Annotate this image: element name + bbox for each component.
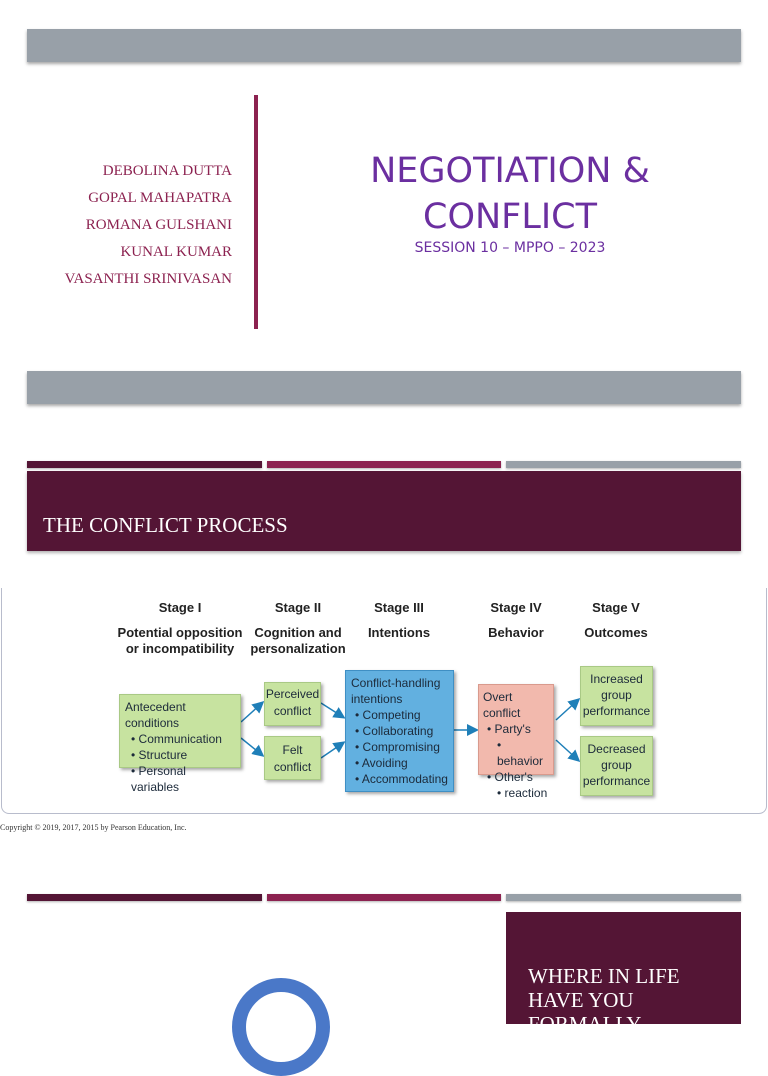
title-line-2: CONFLICT	[423, 197, 597, 237]
stage-label: Stage V	[592, 600, 640, 615]
intentions-box	[345, 670, 454, 792]
list-item: • Communication	[131, 731, 235, 747]
box-line: group	[601, 758, 632, 772]
list-item: • Collaborating	[355, 723, 448, 739]
list-item: • Competing	[355, 707, 448, 723]
section-title: THE CONFLICT PROCESS	[43, 513, 288, 537]
stripe-maroon	[27, 894, 262, 901]
session-subtitle: SESSION 10 – MPPO – 2023	[414, 240, 606, 256]
list-item-continued: • reaction	[487, 785, 549, 801]
list-item: • Other's	[487, 769, 549, 785]
box-title: Antecedent conditions	[125, 700, 186, 730]
stage-label: Stage I	[158, 600, 202, 615]
author-name: ROMANA GULSHANI	[85, 217, 232, 233]
box-line: group	[601, 688, 632, 702]
box-line: Decreased	[587, 742, 646, 756]
stage-name: Outcomes	[584, 625, 648, 640]
stage-name: or incompatibility	[125, 641, 235, 656]
box-line: conflict	[273, 704, 312, 718]
decreased-performance-box	[580, 736, 653, 796]
stage-name: personalization	[250, 641, 346, 656]
question-text	[528, 964, 680, 1036]
author-name: GOPAL MAHAPATRA	[88, 190, 232, 206]
arrow	[321, 743, 343, 758]
list-item-continued: • behavior	[487, 737, 549, 769]
box-title: Overt conflict	[483, 690, 521, 720]
copyright-notice: Copyright © 2019, 2017, 2015 by Pearson Education, Inc.	[0, 823, 187, 832]
list-item: • Structure	[131, 747, 235, 763]
list-item: • Party's	[487, 721, 549, 737]
question-line: FORMALLY	[528, 1012, 642, 1036]
question-panel	[506, 912, 741, 1036]
stage-label: Stage IV	[490, 600, 542, 615]
stage-name: Cognition and	[254, 625, 342, 640]
box-line: Felt	[282, 743, 303, 757]
arrow	[556, 740, 578, 760]
author-name: VASANTHI SRINIVASAN	[64, 271, 232, 287]
increased-performance-box	[580, 666, 653, 726]
list-item: • Avoiding	[355, 755, 448, 771]
antecedent-conditions-box	[119, 694, 241, 794]
stage-label: Stage III	[374, 600, 424, 615]
arrow	[241, 738, 262, 755]
box-line: Perceived	[265, 687, 320, 701]
question-line: WHERE IN LIFE	[528, 964, 680, 988]
circle-graphic	[232, 978, 330, 1076]
box-line: performance	[582, 774, 651, 788]
stage-label: Stage II	[274, 600, 322, 615]
author-name: DEBOLINA DUTTA	[102, 163, 232, 179]
box-line: conflict	[273, 760, 312, 774]
title-line-1: NEGOTIATION &	[370, 151, 650, 191]
felt-conflict-box	[264, 736, 321, 780]
list-item: • Personal variables	[131, 763, 235, 795]
list-item: • Compromising	[355, 739, 448, 755]
question-line: HAVE YOU	[528, 988, 634, 1012]
stage-name: Intentions	[367, 625, 431, 640]
stage-name: Behavior	[488, 625, 544, 640]
box-line: performance	[582, 704, 651, 718]
box-title: Conflict-handling	[351, 676, 441, 690]
stage-name: Potential opposition	[117, 625, 243, 640]
stripe-gray	[506, 894, 741, 901]
box-line: Increased	[590, 672, 643, 686]
perceived-conflict-box	[264, 682, 321, 726]
stripe-magenta	[267, 894, 501, 901]
arrow	[556, 700, 578, 720]
list-item: • Accommodating	[355, 771, 448, 787]
arrow	[321, 703, 343, 717]
arrow	[241, 703, 262, 722]
author-name: KUNAL KUMAR	[120, 244, 232, 260]
box-title: intentions	[351, 692, 403, 706]
overt-conflict-box	[478, 684, 554, 800]
